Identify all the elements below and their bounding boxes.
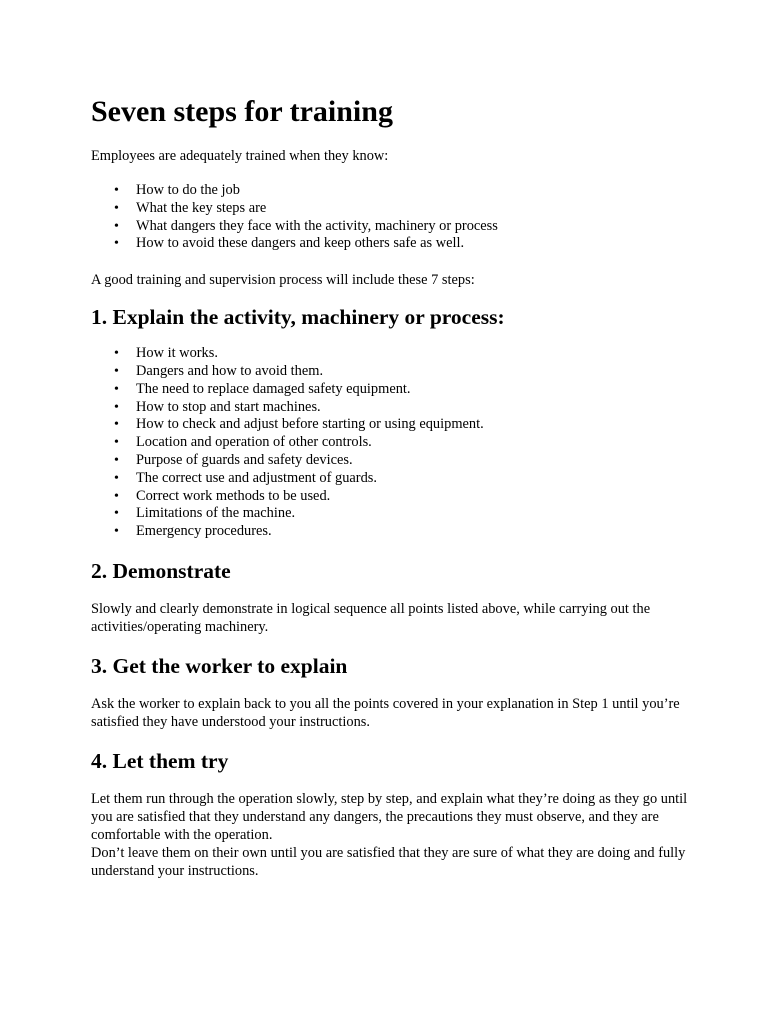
step4-paragraph: Let them run through the operation slowly, step by step, and explain what they’re doing as they go until you are satisfied that they understand any dangers, the precautions they must observe, and they are comfortable with the operation. xyxy=(91,790,688,843)
process-intro-paragraph: A good training and supervision process will include these 7 steps: xyxy=(91,272,475,289)
list-item: • Correct work methods to be used. xyxy=(136,488,691,506)
list-item: • What the key steps are xyxy=(136,200,691,218)
list-item: • What dangers they face with the activity, machinery or process xyxy=(136,218,691,236)
step1-heading: 1. Explain the activity, machinery or process: xyxy=(91,305,505,330)
step3-heading: 3. Get the worker to explain xyxy=(91,653,348,678)
list-item: • Limitations of the machine. xyxy=(136,505,691,523)
step2-heading: 2. Demonstrate xyxy=(91,558,231,583)
step3-paragraph: Ask the worker to explain back to you all the points covered in your explanation in Step 1 until you’re satisfied they have understood your instructions. xyxy=(91,695,680,730)
step4-paragraph-continued: Don’t leave them on their own until you are satisfied that they are sure of what they are doing and fully understand your instructions. xyxy=(91,844,686,879)
intro-list xyxy=(91,182,691,253)
list-item: • The correct use and adjustment of guards. xyxy=(136,470,691,488)
list-item: • How to avoid these dangers and keep others safe as well. xyxy=(136,235,691,253)
list-item: • How to do the job xyxy=(136,182,691,200)
document-page xyxy=(91,95,691,880)
list-item: • How it works. xyxy=(136,345,691,363)
list-item: • Dangers and how to avoid them. xyxy=(136,363,691,381)
list-item: • Emergency procedures. xyxy=(136,523,691,541)
list-item: • How to stop and start machines. xyxy=(136,399,691,417)
list-item: • The need to replace damaged safety equipment. xyxy=(136,381,691,399)
step2-paragraph: Slowly and clearly demonstrate in logical sequence all points listed above, while carrying out the activities/operating machinery. xyxy=(91,600,651,635)
step1-list xyxy=(91,345,691,541)
list-item: • Location and operation of other controls. xyxy=(136,434,691,452)
list-item: • How to check and adjust before starting or using equipment. xyxy=(136,416,691,434)
document-title: Seven steps for training xyxy=(91,95,393,128)
intro-paragraph: Employees are adequately trained when they know: xyxy=(91,148,389,164)
step4-heading: 4. Let them try xyxy=(91,748,229,773)
list-item: • Purpose of guards and safety devices. xyxy=(136,452,691,470)
